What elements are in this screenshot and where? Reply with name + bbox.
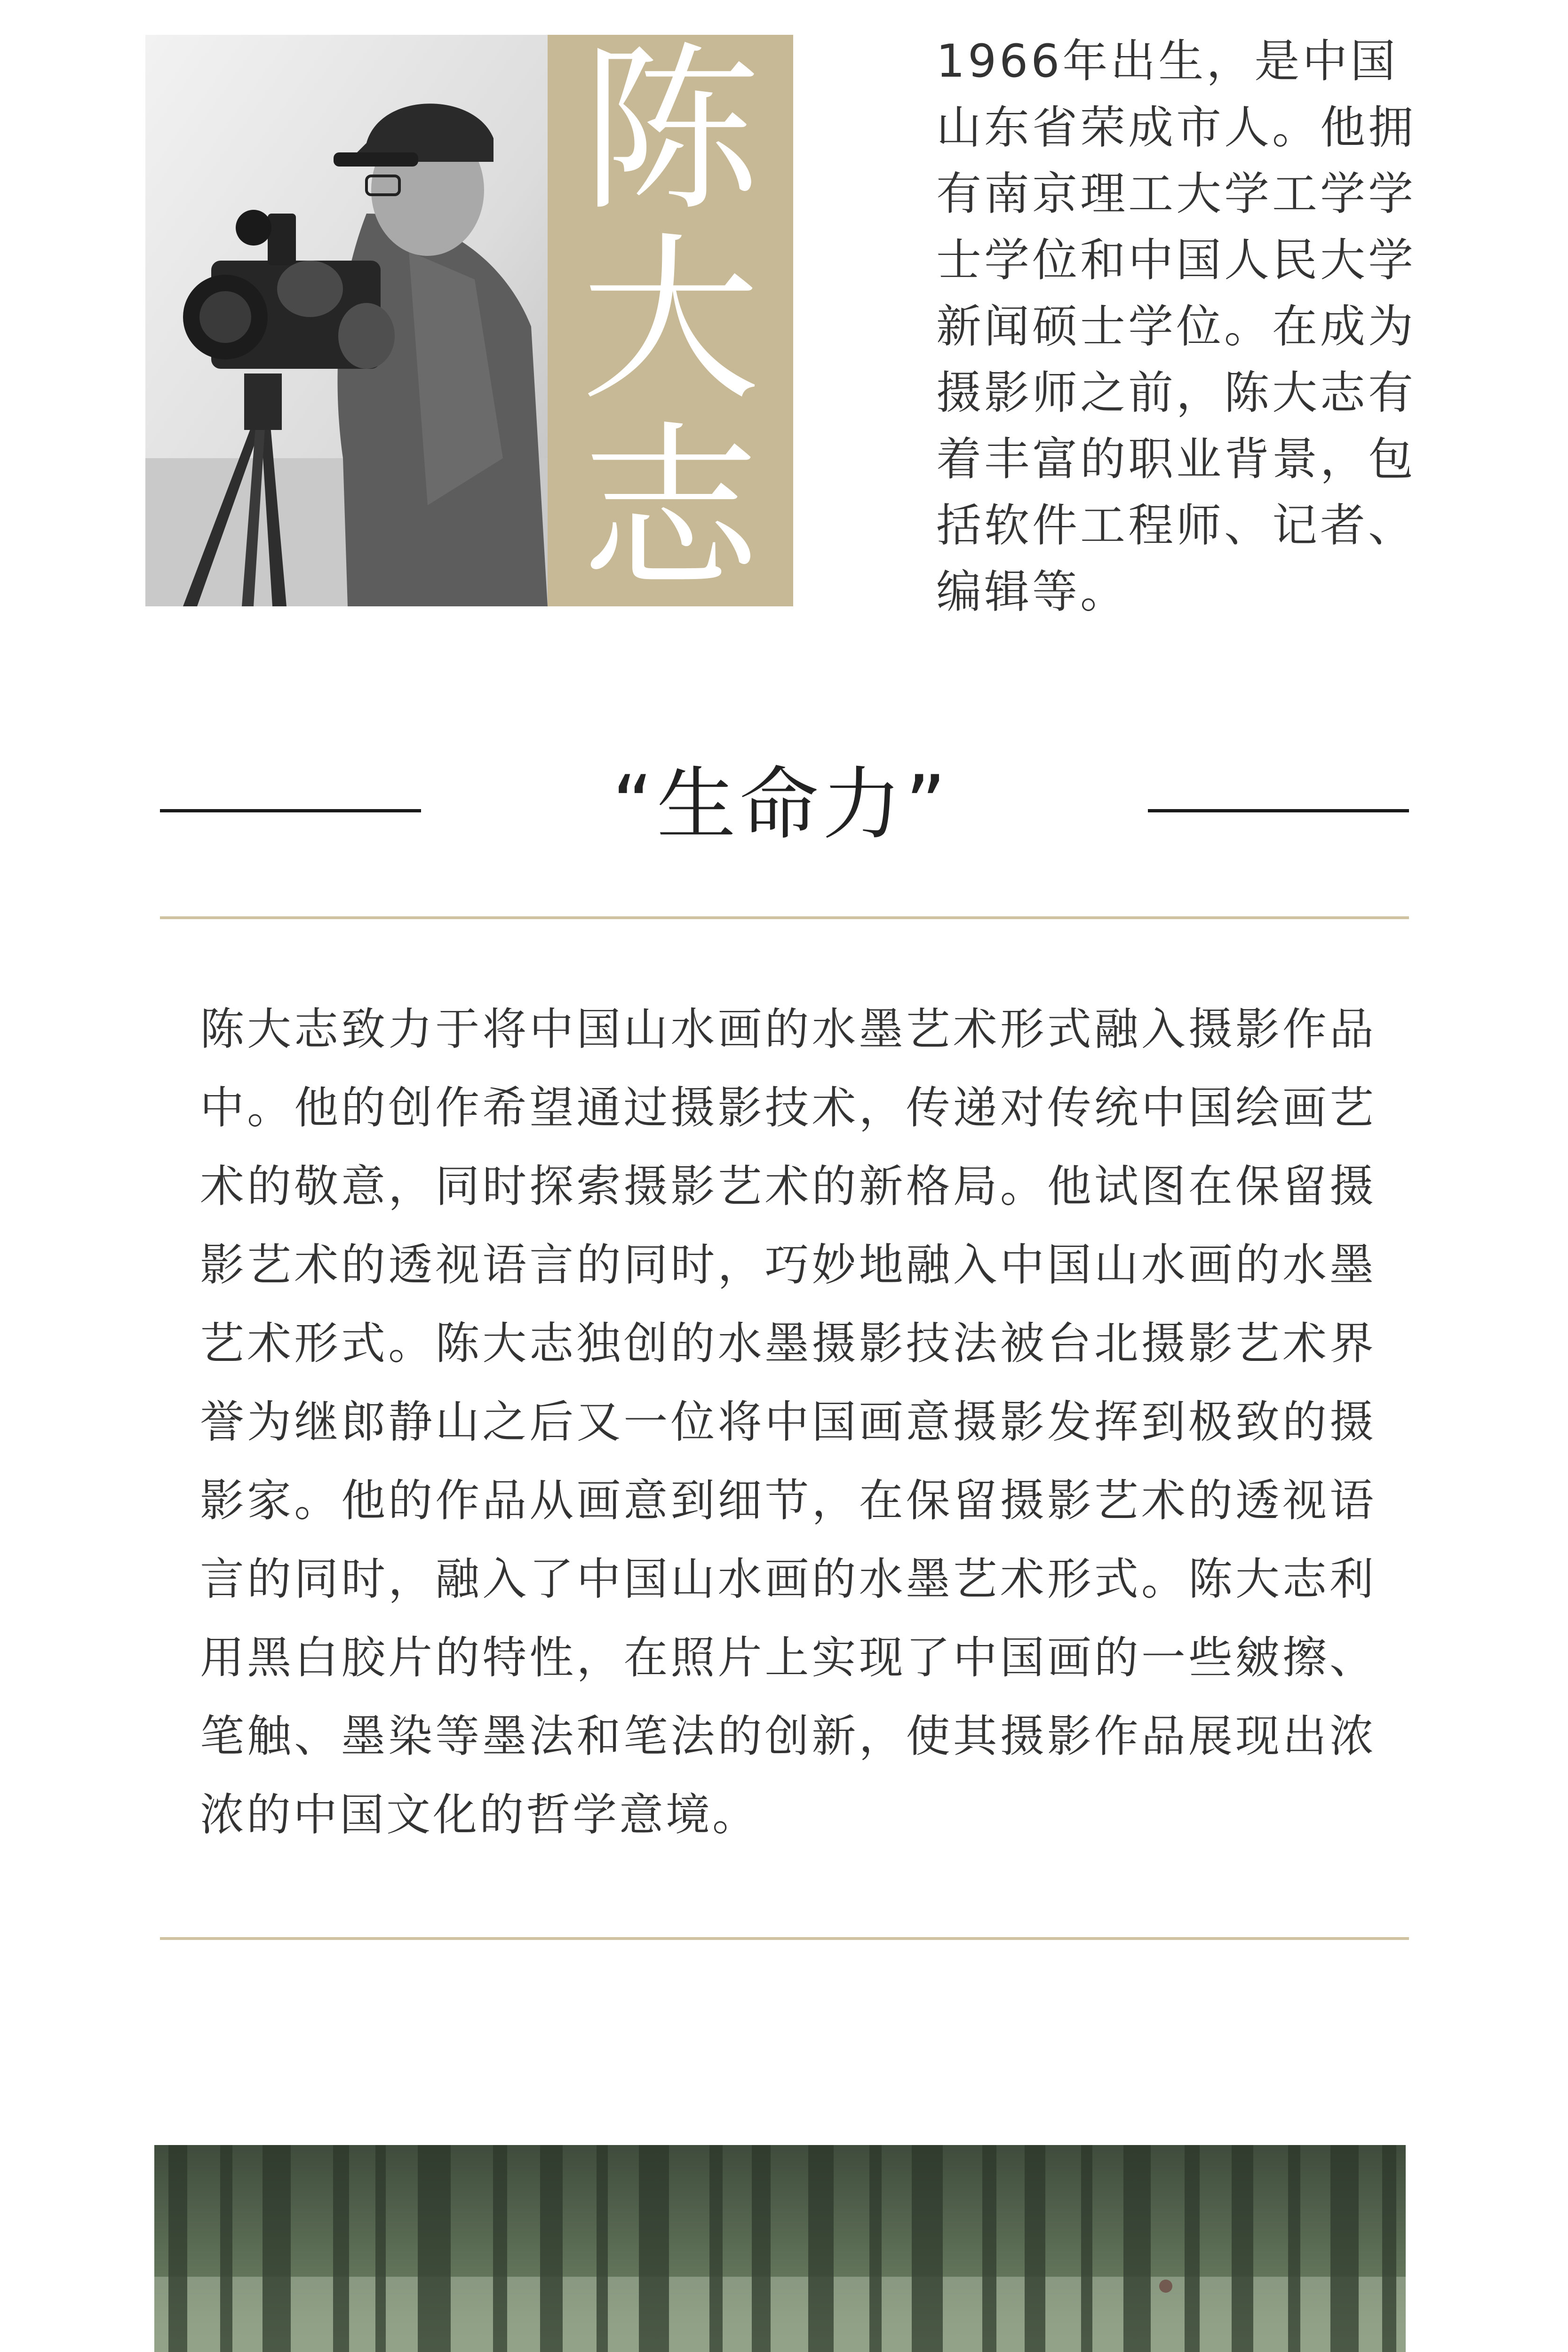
gold-divider-bottom (160, 1937, 1409, 1940)
title-divider-left (160, 809, 421, 812)
gold-divider-top (160, 916, 1409, 919)
title-divider-right (1148, 809, 1409, 812)
section-body-text: 陈大志致力于将中国山水画的水墨艺术形式融入摄影作品中。他的创作希望通过摄影技术，传递对传统中国绘画艺术的敬意，同时探索摄影艺术的新格局。他试图在保留摄影艺术的透视语言的同时，巧妙地融入中国山水画的水墨艺术形式。陈大志独创的水墨摄影技法被台北摄影艺术界誉为继郎静山之后又一位将中国画意摄影发挥到极致的摄影家。他的作品从画意到细节，在保留摄影艺术的透视语言的同时，融入了中国山水画的水墨艺术形式。陈大志利用黑白胶片的特性，在照片上实现了中国画的一些皴擦、笔触、墨染等墨法和笔法的创新，使其摄影作品展现出浓浓的中国文化的哲学意境。 (200, 1004, 1376, 1841)
artist-name-char-1: 陈 (581, 27, 760, 235)
artwork-image (154, 2145, 1406, 2352)
artist-bio: 1966年出生，是中国山东省荣成市人。他拥有南京理工大学工学学士学位和中国人民大学新闻硕士学位。在成为摄影师之前，陈大志有着丰富的职业背景，包括软件工程师、记者、编辑等。 (936, 35, 1416, 618)
artist-name-panel (548, 27, 793, 614)
artist-name-char-2: 大 (581, 216, 760, 425)
section-title: “生命力” (612, 758, 950, 850)
artist-portrait-photo (145, 35, 548, 606)
artist-name-char-3: 志 (581, 405, 760, 614)
